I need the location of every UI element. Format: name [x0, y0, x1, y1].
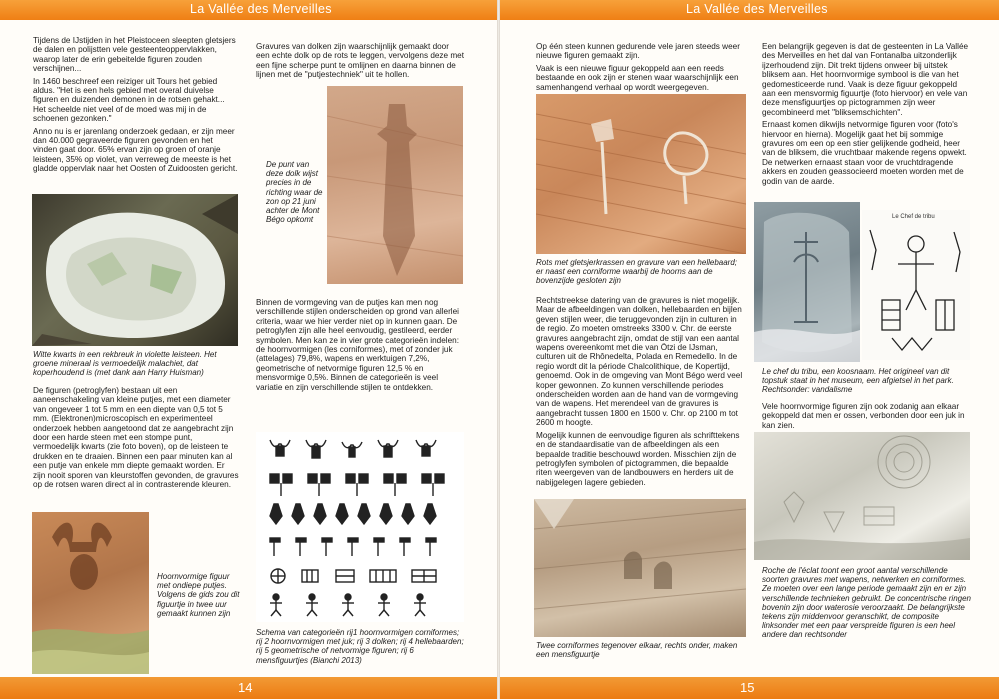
dagger-photo — [327, 86, 463, 284]
glacier-scratch-caption: Rots met gletsjerkrassen en gravure van een hellebaard; er naast een corniforme waarbij de hoorns aan de bovenzijde gesloten zijn — [536, 258, 737, 286]
chef-drawing — [862, 210, 970, 360]
roche-de-leclat-photo — [754, 432, 970, 560]
paragraph: Anno nu is er jarenlang onderzoek gedaan, er zijn meer dan 40.000 gegraveerde figuren gevonden en het vinden gaat door. 65% ervan zijn op groen of oranje leisteen, 35% op violet, van verreweg de meeste is het gladde oppervlak naar het Oosten of Zuidoosten gericht. — [33, 126, 238, 174]
glacier-scratch-illustration — [536, 94, 746, 254]
left-col1-intro — [33, 36, 238, 177]
left-col2-dagger-text — [256, 42, 464, 83]
left-header-bar — [0, 0, 497, 20]
right-col2-lightning-text — [762, 42, 972, 189]
dagger-illustration — [327, 86, 463, 284]
paragraph: Mogelijk kunnen de eenvoudige figuren als schrifttekens en de standaardisatie van de afbeeldingen als een bepaalde traditie beschouwd worden. Misschien zijn de petroglyfen symbolen of pictogrammen, die bepaalde riten weergeven van de landbouwers en herders uit de nabijgelegen lagere gebieden. — [536, 430, 740, 487]
right-header-title: La Vallée des Merveilles — [686, 2, 828, 16]
schema-caption: Schema van categorieën rij1 hoornvormigen corniformes; rij 2 hoornvormigen met juk; rij 3 dolken; rij 4 hellebaarden; rij 5 geometrische of netvormige figuren; rij 6 mensfiguurtjes (Bianchi 2013) — [256, 628, 464, 665]
horns-photo — [32, 512, 149, 674]
quartz-illustration — [32, 194, 238, 346]
paragraph: Vele hoornvormige figuren zijn ook zodanig aan elkaar gekoppeld dat men er ossen, verbonden door een juk in kan zien. — [762, 402, 965, 430]
paragraph: Binnen de vormgeving van de putjes kan men nog verschillende stijlen onderscheiden op grond van allerlei criteria, waar we hier verder niet op in kunnen gaan. De petroglyfen zijn alle heel eenvoudig, gestileerd, eerder symbolen. Men kan ze in vier grote categorieën indelen: de hoornvormigen (les corniformes), met of zonder juk (attelages) 79,8%, wapens en werktuigen 7,2%, geometrische of netvormige figuren 12,5 % en mensvormige 0,5%. Binnen de categorieën is veel variatie en zijn verschillende stijlen te ontdekken. — [256, 298, 459, 392]
paragraph: Rechtstreekse datering van de gravures is niet mogelijk. Maar de afbeeldingen van dolken, hellebaarden en bijlen geven stijlen weer, die teruggevonden zijn in culturen in de regio. Zo moeten omstreeks 3300 v. Chr. de eerste gravures aangebracht zijn, omdat de stijl van een aantal wapens overeenkomt met die van Ötzi de IJsman, culturen uit de Rhônedelta, Polada en Remedello. In de regio wordt dit la période Chalcolithique, de Kopertijd, genoemd. Ook in de omgeving van Mont Bégo werd veel koper gewonnen. Zo kunnen verschillende periodes onderscheiden worden aan de hand van de vormgeving van de wapens. Het merendeel van de gravures is aangebracht tussen 1800 en 1500 v. Chr. op 2100 m tot 2600 m hoogte. — [536, 296, 743, 428]
paragraph: Ernaast komen dikwijls netvormige figuren voor (foto's hiervoor en hierna). Mogelijk gaat het bij sommige gravures om een op een stier gelijkende godheid, heer van de bliksem, die vruchtbaar makende regens opwekt. De netwerken ernaast staan voor de vruchtdragende akkers en zouden geassocieerd moeten worden met de godin van de aarde. — [762, 120, 967, 186]
horns-caption: Hoornvormige figuur met ondiepe putjes. Volgens de gids zou dit figuurtje in twee uur gemaakt kunnen zijn — [157, 572, 240, 618]
left-page-number: 14 — [238, 680, 253, 695]
paragraph: Tijdens de IJstijden in het Pleistoceen sleepten gletsjers de dalen en polijstten vele gesteenteoppervlakken, waarop later de erin gebeitelde figuren zouden verschijnen... — [33, 36, 236, 74]
roche-illustration — [754, 432, 970, 560]
left-page — [0, 0, 497, 699]
quartz-caption: Witte kwarts in een rekbreuk in violette leisteen. Het groene mineraal is vermoedelijk malachiet, dat koperhoudend is (met dank aan Harry Huisman) — [33, 350, 217, 378]
paragraph: Op één steen kunnen gedurende vele jaren steeds weer nieuwe figuren gemaakt zijn. — [536, 42, 740, 61]
right-page-number: 15 — [740, 680, 755, 695]
twin-corniformes-illustration — [534, 499, 746, 637]
left-col2-style-text — [256, 298, 464, 395]
twin-corniformes-photo — [534, 499, 746, 637]
right-footer-bar — [500, 677, 999, 699]
right-col2-oxen-text — [762, 402, 972, 433]
left-footer-bar — [0, 677, 497, 699]
twin-corniformes-caption: Twee corniformes tegenover elkaar, rechts onder, maken een mensfiguurtje — [536, 641, 738, 660]
glacier-scratch-photo — [536, 94, 746, 254]
paragraph: Gravures van dolken zijn waarschijnlijk gemaakt door een echte dolk op de rots te leggen, vervolgens deze met een fijne scherpe punt te omlijnen en daarna binnen de lijnen met de "putjestechniek" uit te hollen. — [256, 42, 465, 80]
roche-caption: Roche de l'éclat toont een groot aantal verschillende soorten gravures met wapens, netwerken en corniformes. Ze moeten over een lange periode gemaakt zijn en er zijn verschillende technieken gebruikt. De concentrische ringen bovenin zijn door waterosie veroorzaakt. De belangrijkste tekens zijn middenvoor geranschikt, de composite linksonder met een paar verspreide figuren is een heel andere dan rechtsonder — [762, 566, 972, 640]
paragraph: In 1460 beschreef een reiziger uit Tours het gebied aldus. "Het is een hels gebied met overal duivelse figuren en duizenden demonen in de rotsen gehakt... Het scheelde niet veel of de moed was mij in de schoenen gezonken." — [33, 76, 225, 124]
categories-schema — [256, 432, 464, 622]
horns-illustration — [32, 512, 149, 674]
right-col1-dating-text — [536, 296, 744, 490]
chef-de-tribu-photo — [754, 202, 860, 362]
categories-drawing — [256, 432, 464, 622]
chef-drawing-label: Le Chef de tribu — [892, 214, 935, 220]
right-header-bar — [500, 0, 999, 20]
paragraph: Een belangrijk gegeven is dat de gesteenten in La Vallée des Merveilles en het dal van Fontanalba uitzonderlijk ijzerhoudend zijn. Dit trekt tijdens onweer bij uitstek bliksem aan. Het hoornvormige symbool is die van het gedomesticeerde rund. Vaak is deze figuur gekoppeld aan een mensvormig figuurtje (foto hiervoor) en vele van deze mensfiguurtjes op pictogrammen zijn weer gecombineerd met "bliksemschichten". — [762, 42, 969, 117]
chef-line-drawing — [862, 210, 970, 360]
left-header-title: La Vallée des Merveilles — [190, 2, 332, 16]
dagger-caption: De punt van deze dolk wijst precies in de richting waar de zon op 21 juni achter de Mont Bégo opkomt — [266, 160, 323, 225]
right-page — [500, 0, 999, 699]
right-col1-intro — [536, 42, 744, 95]
paragraph: De figuren (petroglyfen) bestaan uit een aaneenschakeling van kleine putjes, met een diameter van ongeveer 1 tot 5 mm en een diepte van 0,5 tot 5 mm. (Elektronen)microscopisch en experimenteel onderzoek hebben aangetoond dat ze aangebracht zijn door een harde steen met een stompe punt, vermoedelijk kwarts (zie foto boven), op de leisteen te drukken en te draaien. Binnen een paar minuten kan al een putje van enkele mm diepte gemaakt worden. Er zijn nooit sporen van kleurstoffen gevonden, de gravures op de rotsen waren direct al in contrasterende kleuren. — [33, 386, 239, 490]
quartz-photo — [32, 194, 238, 346]
left-col1-petroglyph-text — [33, 386, 239, 492]
chef-caption: Le chef du tribu, een koosnaam. Het origineel van dit topstuk staat in het museum, een afgietsel in het park. Rechtsonder: vandalisme — [762, 367, 954, 395]
chef-stone-illustration — [754, 202, 860, 362]
paragraph: Vaak is een nieuwe figuur gekoppeld aan een reeds bestaande en ook zijn er stenen waar waarschijnlijk een samenhangend verhaal op wordt weergegeven. — [536, 63, 739, 92]
